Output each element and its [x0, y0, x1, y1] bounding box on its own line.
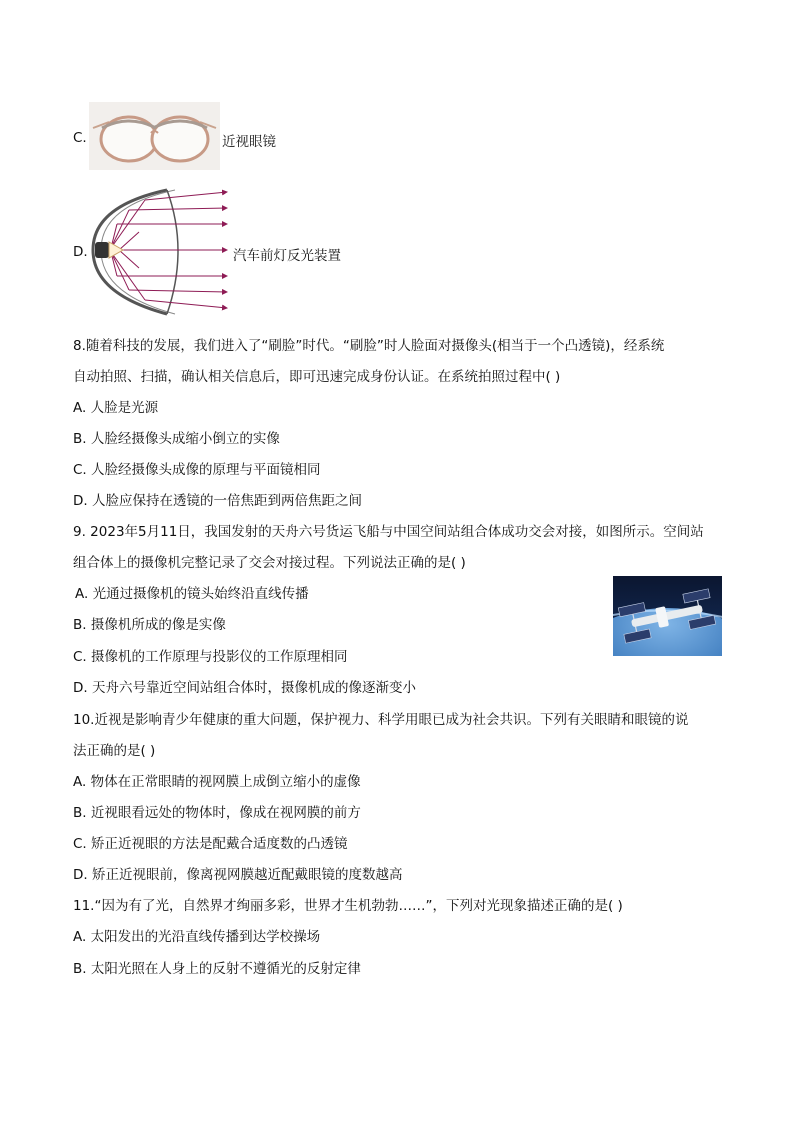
q9-stem-line2: 组合体上的摄像机完整记录了交会对接过程。下列说法正确的是( ) — [73, 555, 466, 571]
q8-option-a: A. 人脸是光源 — [73, 400, 159, 416]
q11-stem-line1: 11.“因为有了光，自然界才绚丽多彩，世界才生机勃勃……”，下列对光现象描述正确的是( ) — [73, 898, 623, 914]
option-c-caption: 近视眼镜 — [222, 134, 276, 150]
q10-option-d: D. 矫正近视眼前，像离视网膜越近配戴眼镜的度数越高 — [73, 867, 403, 883]
q9-stem-line1: 9. 2023年5月11日，我国发射的天舟六号货运飞船与中国空间站组合体成功交会对接，如图所示。空间站 — [73, 524, 704, 540]
q8-option-c: C. 人脸经摄像头成像的原理与平面镜相同 — [73, 462, 321, 478]
q11-option-a: A. 太阳发出的光沿直线传播到达学校操场 — [73, 929, 321, 945]
q10-option-b: B. 近视眼看远处的物体时，像成在视网膜的前方 — [73, 805, 361, 821]
q8-stem-line1: 8.随着科技的发展，我们进入了“刷脸”时代。“刷脸”时人脸面对摄像头(相当于一个凸透镜)，经系统 — [73, 338, 665, 354]
q8-option-d: D. 人脸应保持在透镜的一倍焦距到两倍焦距之间 — [73, 493, 362, 509]
option-d-caption: 汽车前灯反光装置 — [233, 248, 341, 264]
q9-option-c: C. 摄像机的工作原理与投影仪的工作原理相同 — [73, 649, 348, 665]
q11-option-b: B. 太阳光照在人身上的反射不遵循光的反射定律 — [73, 961, 361, 977]
q8-option-b: B. 人脸经摄像头成缩小倒立的实像 — [73, 431, 280, 447]
q9-option-b: B. 摄像机所成的像是实像 — [73, 617, 226, 633]
q10-option-a: A. 物体在正常眼睛的视网膜上成倒立缩小的虚像 — [73, 774, 361, 790]
option-d-letter: D. — [73, 244, 88, 260]
option-c-letter: C. — [73, 130, 87, 146]
headlight-reflector-diagram — [89, 186, 231, 318]
space-station-image — [613, 576, 722, 656]
q10-stem-line1: 10.近视是影响青少年健康的重大问题，保护视力、科学用眼已成为社会共识。下列有关眼睛和眼镜的说 — [73, 712, 689, 728]
glasses-image — [89, 102, 220, 170]
q10-option-c: C. 矫正近视眼的方法是配戴合适度数的凸透镜 — [73, 836, 348, 852]
q9-option-a: A. 光通过摄像机的镜头始终沿直线传播 — [75, 586, 309, 602]
q9-option-d: D. 天舟六号靠近空间站组合体时，摄像机成的像逐渐变小 — [73, 680, 416, 696]
q10-stem-line2: 法正确的是( ) — [73, 743, 156, 759]
q8-stem-line2: 自动拍照、扫描，确认相关信息后，即可迅速完成身份认证。在系统拍照过程中( ) — [73, 369, 561, 385]
